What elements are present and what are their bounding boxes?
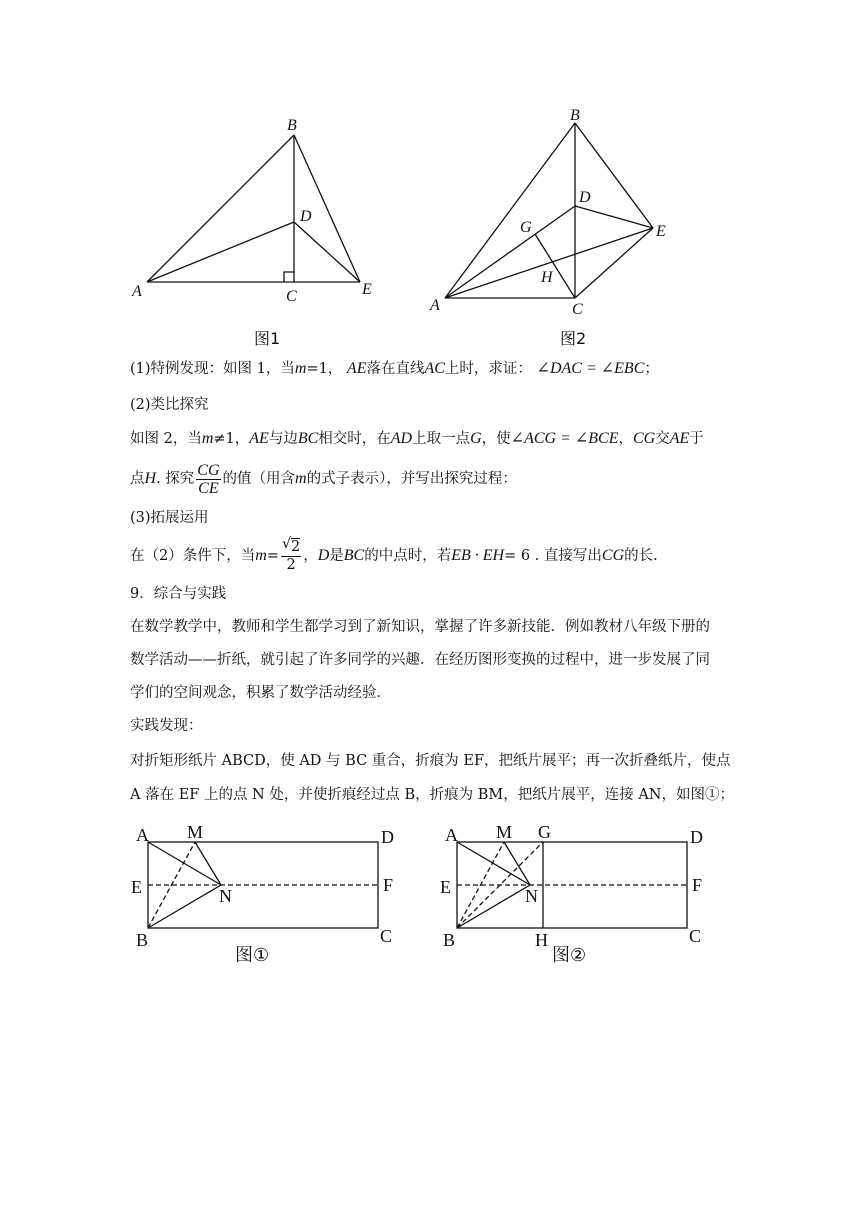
q8-part3-line: 在（2）条件下，当m= √ 2 2 ，D是BC的中点时，若EB · EH= 6 . 直接写出CG的长.	[130, 536, 658, 573]
fig3-label-C: C	[380, 926, 393, 946]
fig2-label-G: G	[520, 219, 532, 236]
fig2-label-B: B	[570, 107, 580, 124]
fig1-caption: 图1	[254, 329, 281, 348]
fig3-label-M: M	[187, 822, 204, 842]
figure-3	[125, 815, 415, 975]
fig4-label-N: N	[525, 886, 538, 906]
fig1-label-A: A	[132, 283, 142, 300]
fig4-label-G: G	[538, 822, 551, 842]
q9-practice-label: 实践发现：	[130, 718, 203, 734]
fig4-label-C: C	[689, 926, 702, 946]
fraction-sqrt2-over-2: √ 2 2	[281, 536, 301, 573]
fig2-label-H: H	[541, 269, 553, 286]
fig1-label-E: E	[362, 281, 372, 298]
q9-para2-line2: A 落在 EF 上的点 N 处，并使折痕经过点 B，折痕为 BM，把纸片展平，连接 AN，如图①；	[130, 787, 734, 803]
fraction-cg-ce: $\frac{CG}{CE}$	[197, 461, 220, 497]
fig2-caption: 图2	[560, 329, 587, 348]
fig4-label-E: E	[440, 877, 451, 897]
fig4-label-B: B	[443, 930, 456, 950]
fig1-label-D: D	[300, 208, 312, 225]
q9-para1-line1: 在数学教学中，教师和学生都学习到了新知识，掌握了许多新技能．例如教材八年级下册的	[130, 619, 710, 635]
fig4-caption: 图②	[552, 945, 587, 966]
q8-part2-title: (2)类比探究	[130, 397, 209, 413]
fig2-label-D: D	[579, 189, 591, 206]
fig4-label-M: M	[496, 822, 513, 842]
fig3-caption: 图①	[235, 945, 270, 966]
q9-para1-line2: 数学活动——折纸，就引起了许多同学的兴趣．在经历图形变换的过程中，进一步发展了同	[130, 652, 710, 668]
q8-part2-line2: 点H. 探究 $\frac{CG}{CE}$ 的值（用含m的式子表示），并写出探究过程：	[130, 461, 517, 497]
fig3-label-B: B	[136, 930, 149, 950]
q9-title: 9．综合与实践	[130, 586, 227, 602]
fig3-label-E: E	[131, 877, 142, 897]
fig1-label-B: B	[287, 117, 297, 134]
fig3-label-D: D	[381, 827, 394, 847]
fig4-label-D: D	[690, 827, 703, 847]
fig2-label-A: A	[430, 297, 440, 314]
fig3-label-N: N	[219, 886, 232, 906]
q8-part3-title: (3)拓展运用	[130, 510, 209, 526]
fig4-label-H: H	[535, 930, 548, 950]
fig4-label-A: A	[445, 825, 458, 845]
q8-part1: (1)特例发现：如图 1，当m=1， AE落在直线AC上时，求证： ∠DAC = ∠EBC；	[130, 360, 659, 377]
q9-para2-line1: 对折矩形纸片 ABCD，使 AD 与 BC 重合，折痕为 EF，把纸片展平；再一次折叠纸片，使点	[130, 753, 731, 769]
fig3-label-F: F	[383, 875, 394, 895]
figure-4	[434, 815, 724, 975]
figure-2	[420, 100, 690, 360]
q8-part2-line1: 如图 2，当m≠1，AE与边BC相交时，在AD上取一点G，使∠ACG = ∠BCE，CG交AE于	[130, 430, 704, 447]
fig1-label-C: C	[286, 288, 297, 305]
q9-para1-line3: 学们的空间观念，积累了数学活动经验．	[130, 685, 391, 701]
fig2-label-C: C	[572, 301, 583, 318]
figure-1	[120, 108, 390, 358]
fig2-label-E: E	[656, 223, 666, 240]
fig3-label-A: A	[136, 825, 149, 845]
fig4-label-F: F	[692, 875, 703, 895]
